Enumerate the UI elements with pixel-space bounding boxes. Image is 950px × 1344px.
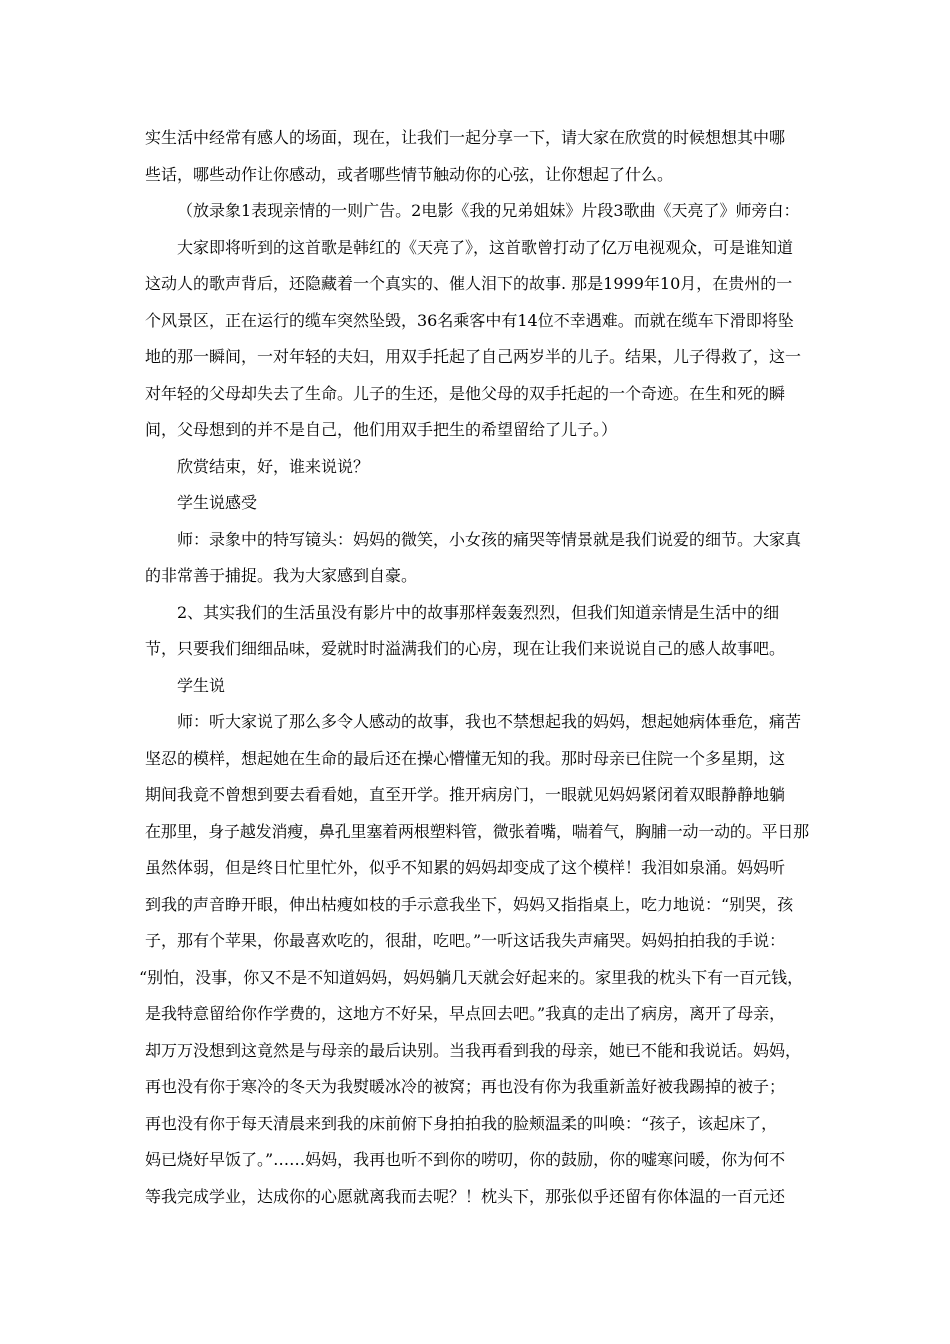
text-line: 地的那一瞬间，一对年轻的夫妇，用双手托起了自己两岁半的儿子。结果，儿子得救了，这一 xyxy=(145,347,802,366)
text-line: 间，父母想到的并不是自己，他们用双手把生的希望留给了儿子。） xyxy=(145,420,618,439)
text-line: 却万万没想到这竟然是与母亲的最后诀别。当我再看到我的母亲，她已不能和我说话。妈妈， xyxy=(145,1040,802,1060)
text-line: 节，只要我们细细品味，爱就时时溢满我们的心房，现在让我们来说说自己的感人故事吧。 xyxy=(145,639,786,658)
text-line: 妈已烧好早饭了。”……妈妈，我再也听不到你的唠叨，你的鼓励，你的嘘寒问暖，你为何不 xyxy=(145,1150,786,1169)
text-line: 虽然体弱，但是终日忙里忙外，似乎不知累的妈妈却变成了这个模样！我泪如泉涌。妈妈听 xyxy=(145,858,786,877)
text-line: 大家即将听到的这首歌是韩红的《天亮了》，这首歌曾打动了亿万电视观众，可是谁知道 xyxy=(177,237,794,257)
text-line: 这动人的歌声背后，还隐藏着一个真实的、催人泪下的故事. 那是1999年10月，在贵州的一 xyxy=(145,274,793,293)
text-line: 再也没有你于每天清晨来到我的床前俯下身拍拍我的脸颊温柔的叫唤：“孩子，该起床了， xyxy=(145,1113,778,1133)
text-line: 欣赏结束，好，谁来说说？ xyxy=(177,456,370,476)
text-line: “别怕，没事，你又不是不知道妈妈，妈妈躺几天就会好起来的。家里我的枕头下有一百元钱， xyxy=(139,967,804,987)
text-line: 期间我竟不曾想到要去看看她，直至开学。推开病房门，一眼就见妈妈紧闭着双眼静静地躺 xyxy=(145,785,786,804)
text-line: 到我的声音睁开眼，伸出枯瘦如枝的手示意我坐下，妈妈又指指桌上，吃力地说：“别哭，孩 xyxy=(145,894,794,914)
text-line: 学生说 xyxy=(177,675,226,695)
text-line: 个风景区，正在运行的缆车突然坠毁，36名乘客中有14位不幸遇难。而就在缆车下滑即将坠 xyxy=(145,310,794,330)
text-line: 再也没有你于寒冷的冬天为我熨暖冰冷的被窝；再也没有你为我重新盖好被我踢掉的被子； xyxy=(145,1077,786,1096)
text-line: 等我完成学业，达成你的心愿就离我而去呢？！枕头下，那张似乎还留有你体温的一百元还 xyxy=(145,1186,786,1206)
text-line: 是我特意留给你作学费的，这地方不好呆，早点回去吧。”我真的走出了病房，离开了母亲， xyxy=(145,1004,786,1023)
text-line: 实生活中经常有感人的场面，现在，让我们一起分享一下，请大家在欣赏的时候想想其中哪 xyxy=(145,128,786,147)
text-line: 2、其实我们的生活虽没有影片中的故事那样轰轰烈烈，但我们知道亲情是生活中的细 xyxy=(177,602,780,622)
document-body xyxy=(139,120,809,1215)
text-line: 师：录象中的特写镜头：妈妈的微笑，小女孩的痛哭等情景就是我们说爱的细节。大家真 xyxy=(177,529,802,549)
text-line: 子，那有个苹果，你最喜欢吃的，很甜，吃吧。”一听这话我失声痛哭。妈妈拍拍我的手说： xyxy=(145,931,786,950)
text-line: 坚忍的模样，想起她在生命的最后还在操心懵懂无知的我。那时母亲已住院一个多星期，这 xyxy=(145,748,786,768)
text-line: 师：听大家说了那么多令人感动的故事，我也不禁想起我的妈妈，想起她病体垂危，痛苦 xyxy=(177,712,802,731)
text-line: 学生说感受 xyxy=(177,493,258,512)
text-line: 在那里，身子越发消瘦，鼻孔里塞着两根塑料管，微张着嘴，喘着气，胸脯一动一动的。平日那 xyxy=(145,821,809,841)
text-line: （放录象1表现亲情的一则广告。2电影《我的兄弟姐妹》片段3歌曲《天亮了》师旁白： xyxy=(177,201,800,220)
text-line: 的非常善于捕捉。我为大家感到自豪。 xyxy=(145,566,418,585)
text-line: 些话，哪些动作让你感动，或者哪些情节触动你的心弦，让你想起了什么。 xyxy=(145,164,674,184)
text-line: 对年轻的父母却失去了生命。儿子的生还，是他父母的双手托起的一个奇迹。在生和死的瞬 xyxy=(145,383,786,403)
